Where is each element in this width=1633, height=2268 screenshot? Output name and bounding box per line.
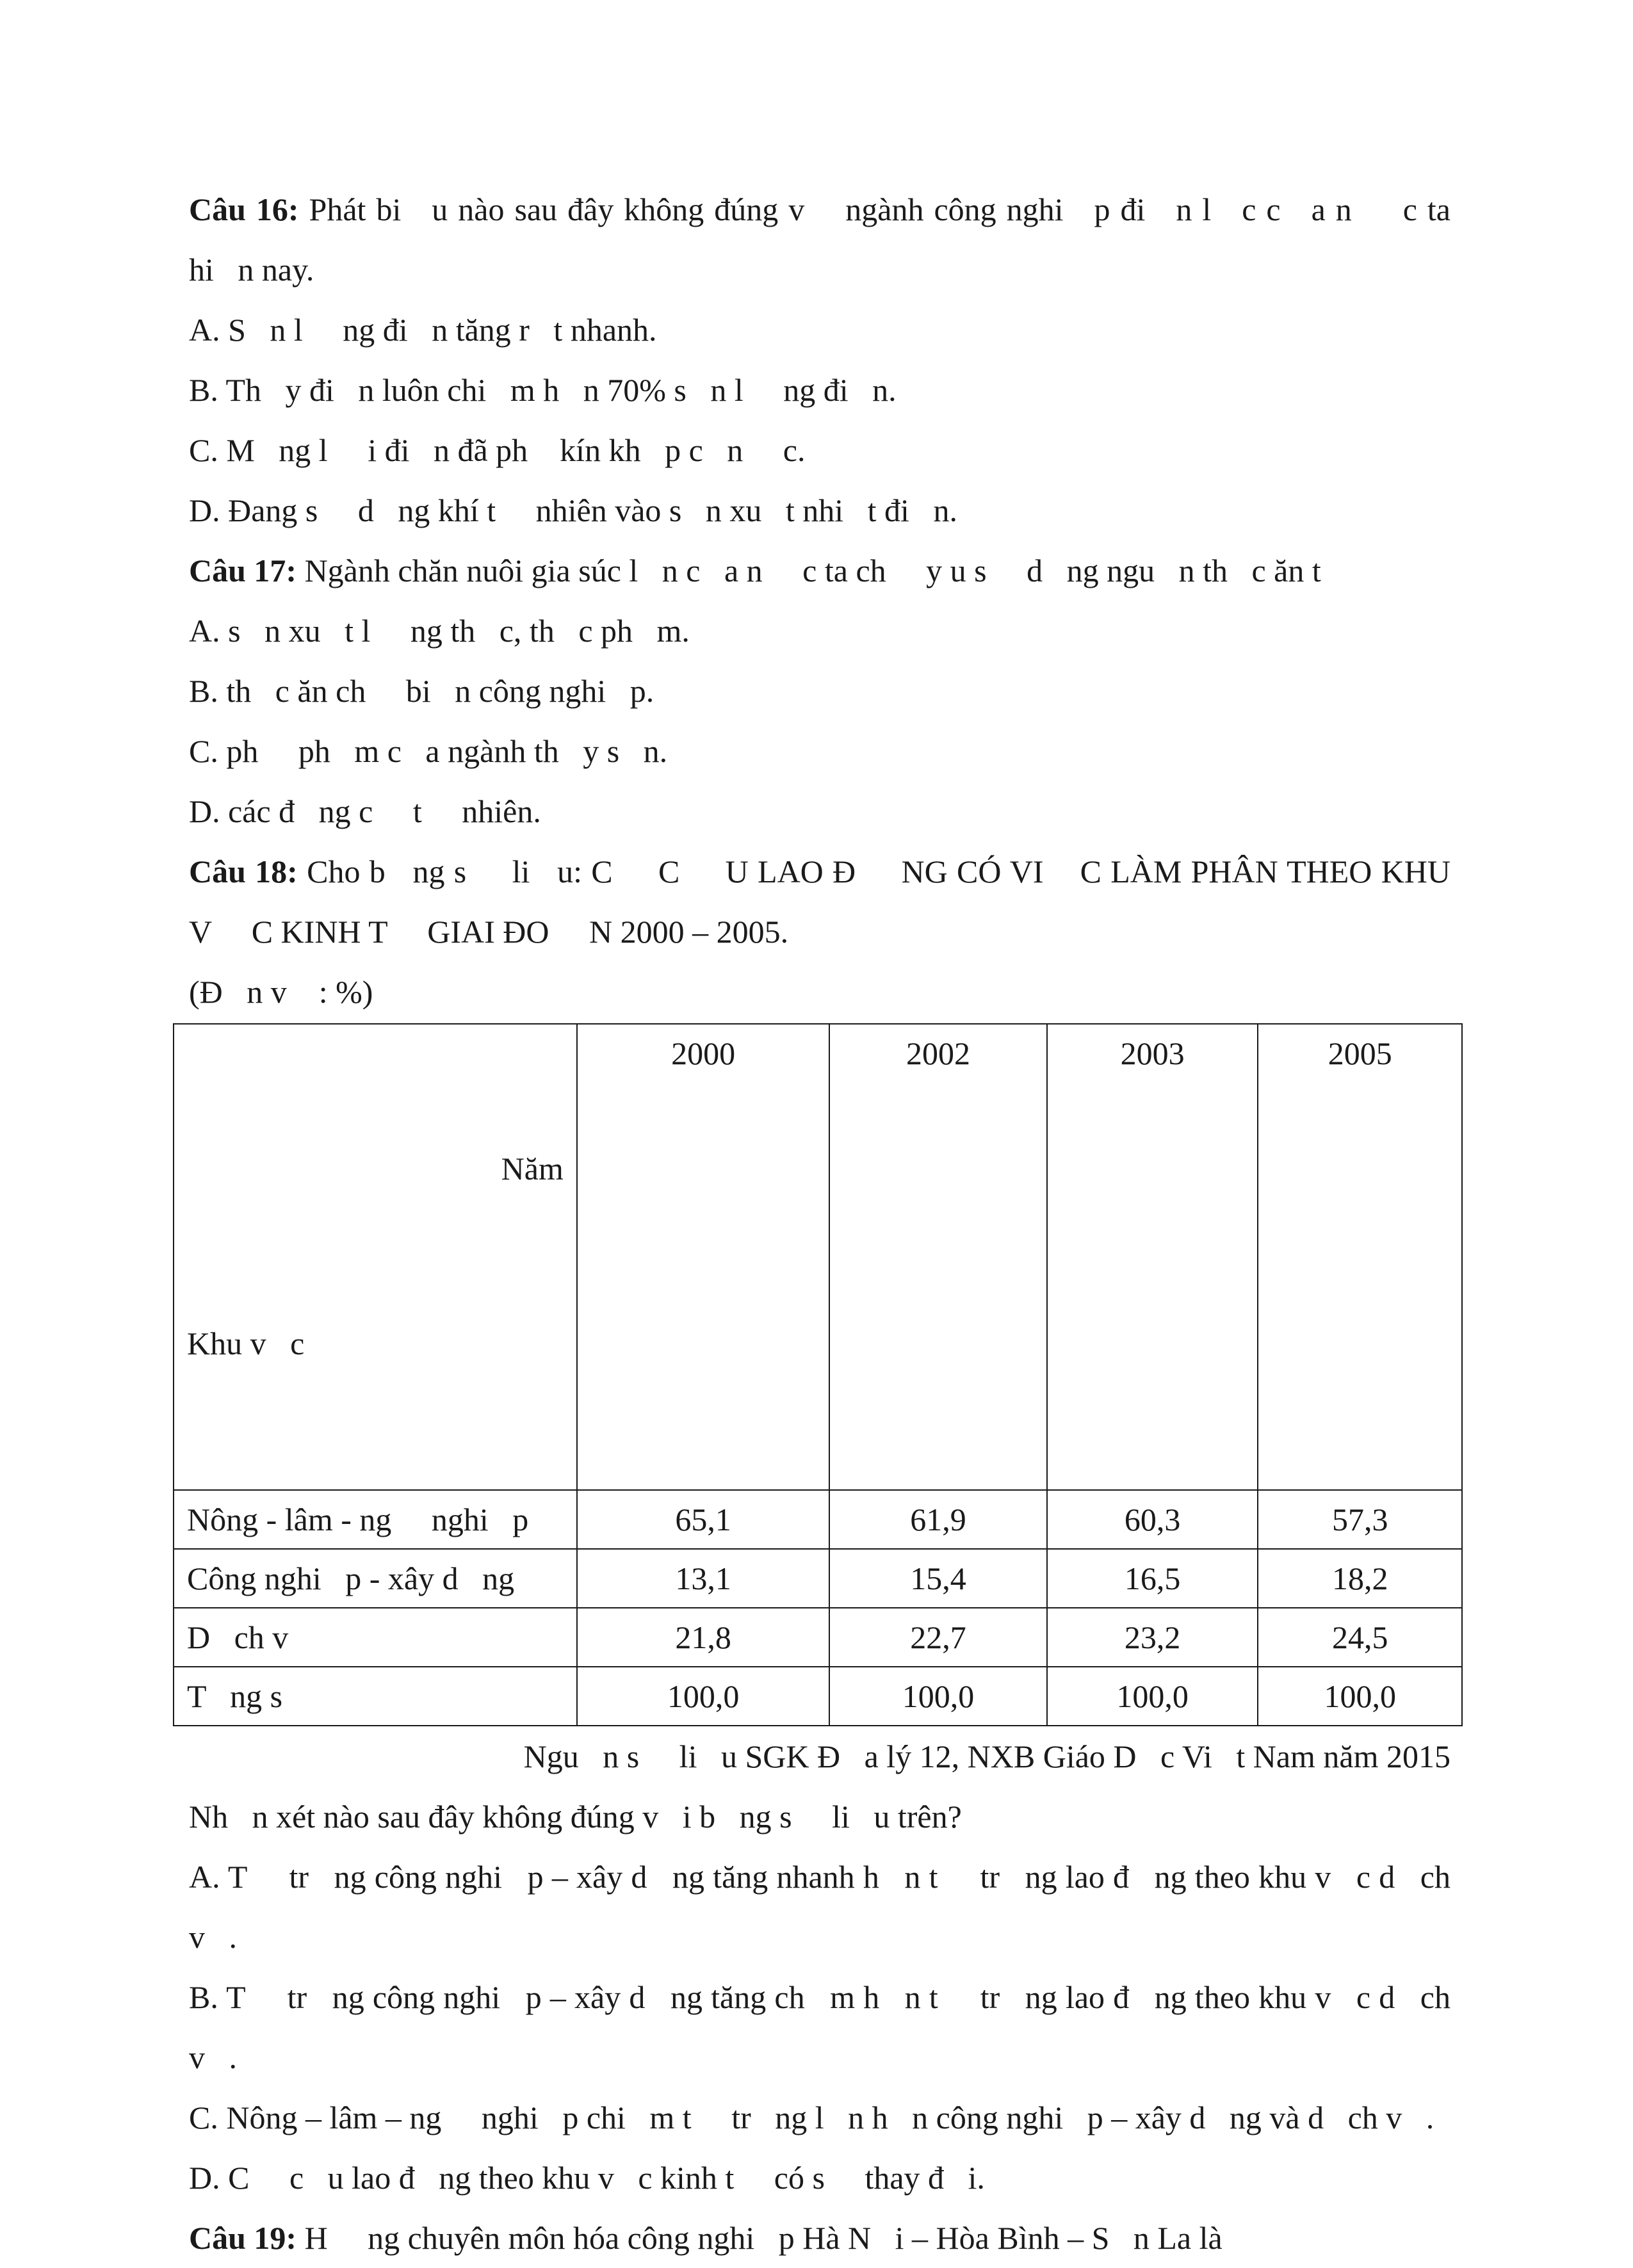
table-cell: 60,3 [1047, 1490, 1258, 1549]
q18-option-a-line1: A. T tr ng công nghi p – xây d ng tăng nhanh h n t tr ng lao đ ng theo khu v c d ch [189, 1859, 1450, 1895]
table-cell: 21,8 [577, 1608, 829, 1667]
q16-option-b: B. Th y đi n luôn chi m h n 70% s n l ng đi n. [189, 372, 897, 408]
table-cell: 61,9 [829, 1490, 1047, 1549]
table-cell: 22,7 [829, 1608, 1047, 1667]
table-cell: 100,0 [577, 1667, 829, 1726]
q17-option-c: C. ph ph m c a ngành th y s n. [189, 733, 668, 769]
q18-question: Nh n xét nào sau đây không đúng v i b ng s li u trên? [189, 1799, 962, 1835]
q18-option-a-line2: v . [189, 1919, 237, 1955]
table-cell: 100,0 [1047, 1667, 1258, 1726]
row-label: Công nghi p - xây d ng [174, 1549, 577, 1608]
q16-text: Phát bi u nào sau đây không đúng v ngành công nghi p đi n l c c a n c ta [298, 191, 1450, 227]
sector-header-label: Khu v c [187, 1325, 305, 1361]
table-cell: 13,1 [577, 1549, 829, 1608]
table-cell: 57,3 [1258, 1490, 1462, 1549]
q18-line1 [189, 841, 1450, 902]
table-row [174, 1490, 1462, 1549]
q16-option-d: D. Đang s d ng khí t nhiên vào s n xu t nhi t đi n. [189, 492, 957, 528]
q18-label: Câu 18: [189, 854, 298, 889]
document-page [189, 179, 1450, 2268]
table-row [174, 1608, 1462, 1667]
year-header-label: Năm [501, 1151, 564, 1187]
q18-text: Cho b ng s li u: C C U LAO Đ NG CÓ VI C LÀM PHÂN THEO KHU [297, 854, 1450, 889]
row-label: T ng s [174, 1667, 577, 1726]
q17-option-b: B. th c ăn ch bi n công nghi p. [189, 673, 654, 709]
q16-line1 [189, 179, 1450, 239]
q17-label: Câu 17: [189, 553, 297, 588]
table-cell: 100,0 [1258, 1667, 1462, 1726]
q18-option-b-line2: v . [189, 2039, 237, 2075]
table-cell: 24,5 [1258, 1608, 1462, 1667]
row-label: D ch v [174, 1608, 577, 1667]
year-header: 2000 [577, 1024, 829, 1490]
q16-label: Câu 16: [189, 191, 299, 227]
q17-text: Ngành chăn nuôi gia súc l n c a n c ta ch y u s d ng ngu n th c ăn t [297, 553, 1321, 588]
table-cell: 23,2 [1047, 1608, 1258, 1667]
q18-option-d: D. C c u lao đ ng theo khu v c kinh t có s thay đ i. [189, 2160, 985, 2196]
row-label: Nông - lâm - ng nghi p [174, 1490, 577, 1549]
labor-structure-table [173, 1023, 1463, 1726]
year-header: 2005 [1258, 1024, 1462, 1490]
table-cell: 15,4 [829, 1549, 1047, 1608]
table-source: Ngu n s li u SGK Đ a lý 12, NXB Giáo D c Vi t Nam năm 2015 [523, 1738, 1450, 1774]
table-cell: 100,0 [829, 1667, 1047, 1726]
q16-option-c: C. M ng l i đi n đã ph kín kh p c n c. [189, 432, 806, 468]
year-header: 2003 [1047, 1024, 1258, 1490]
table-corner-cell [174, 1024, 577, 1490]
year-header: 2002 [829, 1024, 1047, 1490]
q19-text: H ng chuyên môn hóa công nghi p Hà N i – Hòa Bình – S n La là [297, 2220, 1223, 2256]
table-cell: 65,1 [577, 1490, 829, 1549]
q17-option-a: A. s n xu t l ng th c, th c ph m. [189, 613, 690, 649]
q18-option-c: C. Nông – lâm – ng nghi p chi m t tr ng l n h n công nghi p – xây d ng và d ch v . [189, 2100, 1434, 2135]
q17-option-d: D. các đ ng c t nhiên. [189, 793, 541, 829]
q18-unit: (Đ n v : %) [189, 974, 373, 1010]
q17-line1 [189, 540, 1450, 601]
q18-option-b-line1: B. T tr ng công nghi p – xây d ng tăng ch m h n t tr ng lao đ ng theo khu v c d ch [189, 1979, 1450, 2015]
table-header-row [174, 1024, 1462, 1490]
q19-label: Câu 19: [189, 2220, 297, 2256]
table-cell: 16,5 [1047, 1549, 1258, 1608]
table-cell: 18,2 [1258, 1549, 1462, 1608]
q19-line1 [189, 2208, 1450, 2268]
table-row [174, 1667, 1462, 1726]
q16-option-a: A. S n l ng đi n tăng r t nhanh. [189, 312, 657, 348]
table-row [174, 1549, 1462, 1608]
q18-line2: V C KINH T GIAI ĐO N 2000 – 2005. [189, 914, 789, 950]
q16-line2: hi n nay. [189, 252, 314, 288]
